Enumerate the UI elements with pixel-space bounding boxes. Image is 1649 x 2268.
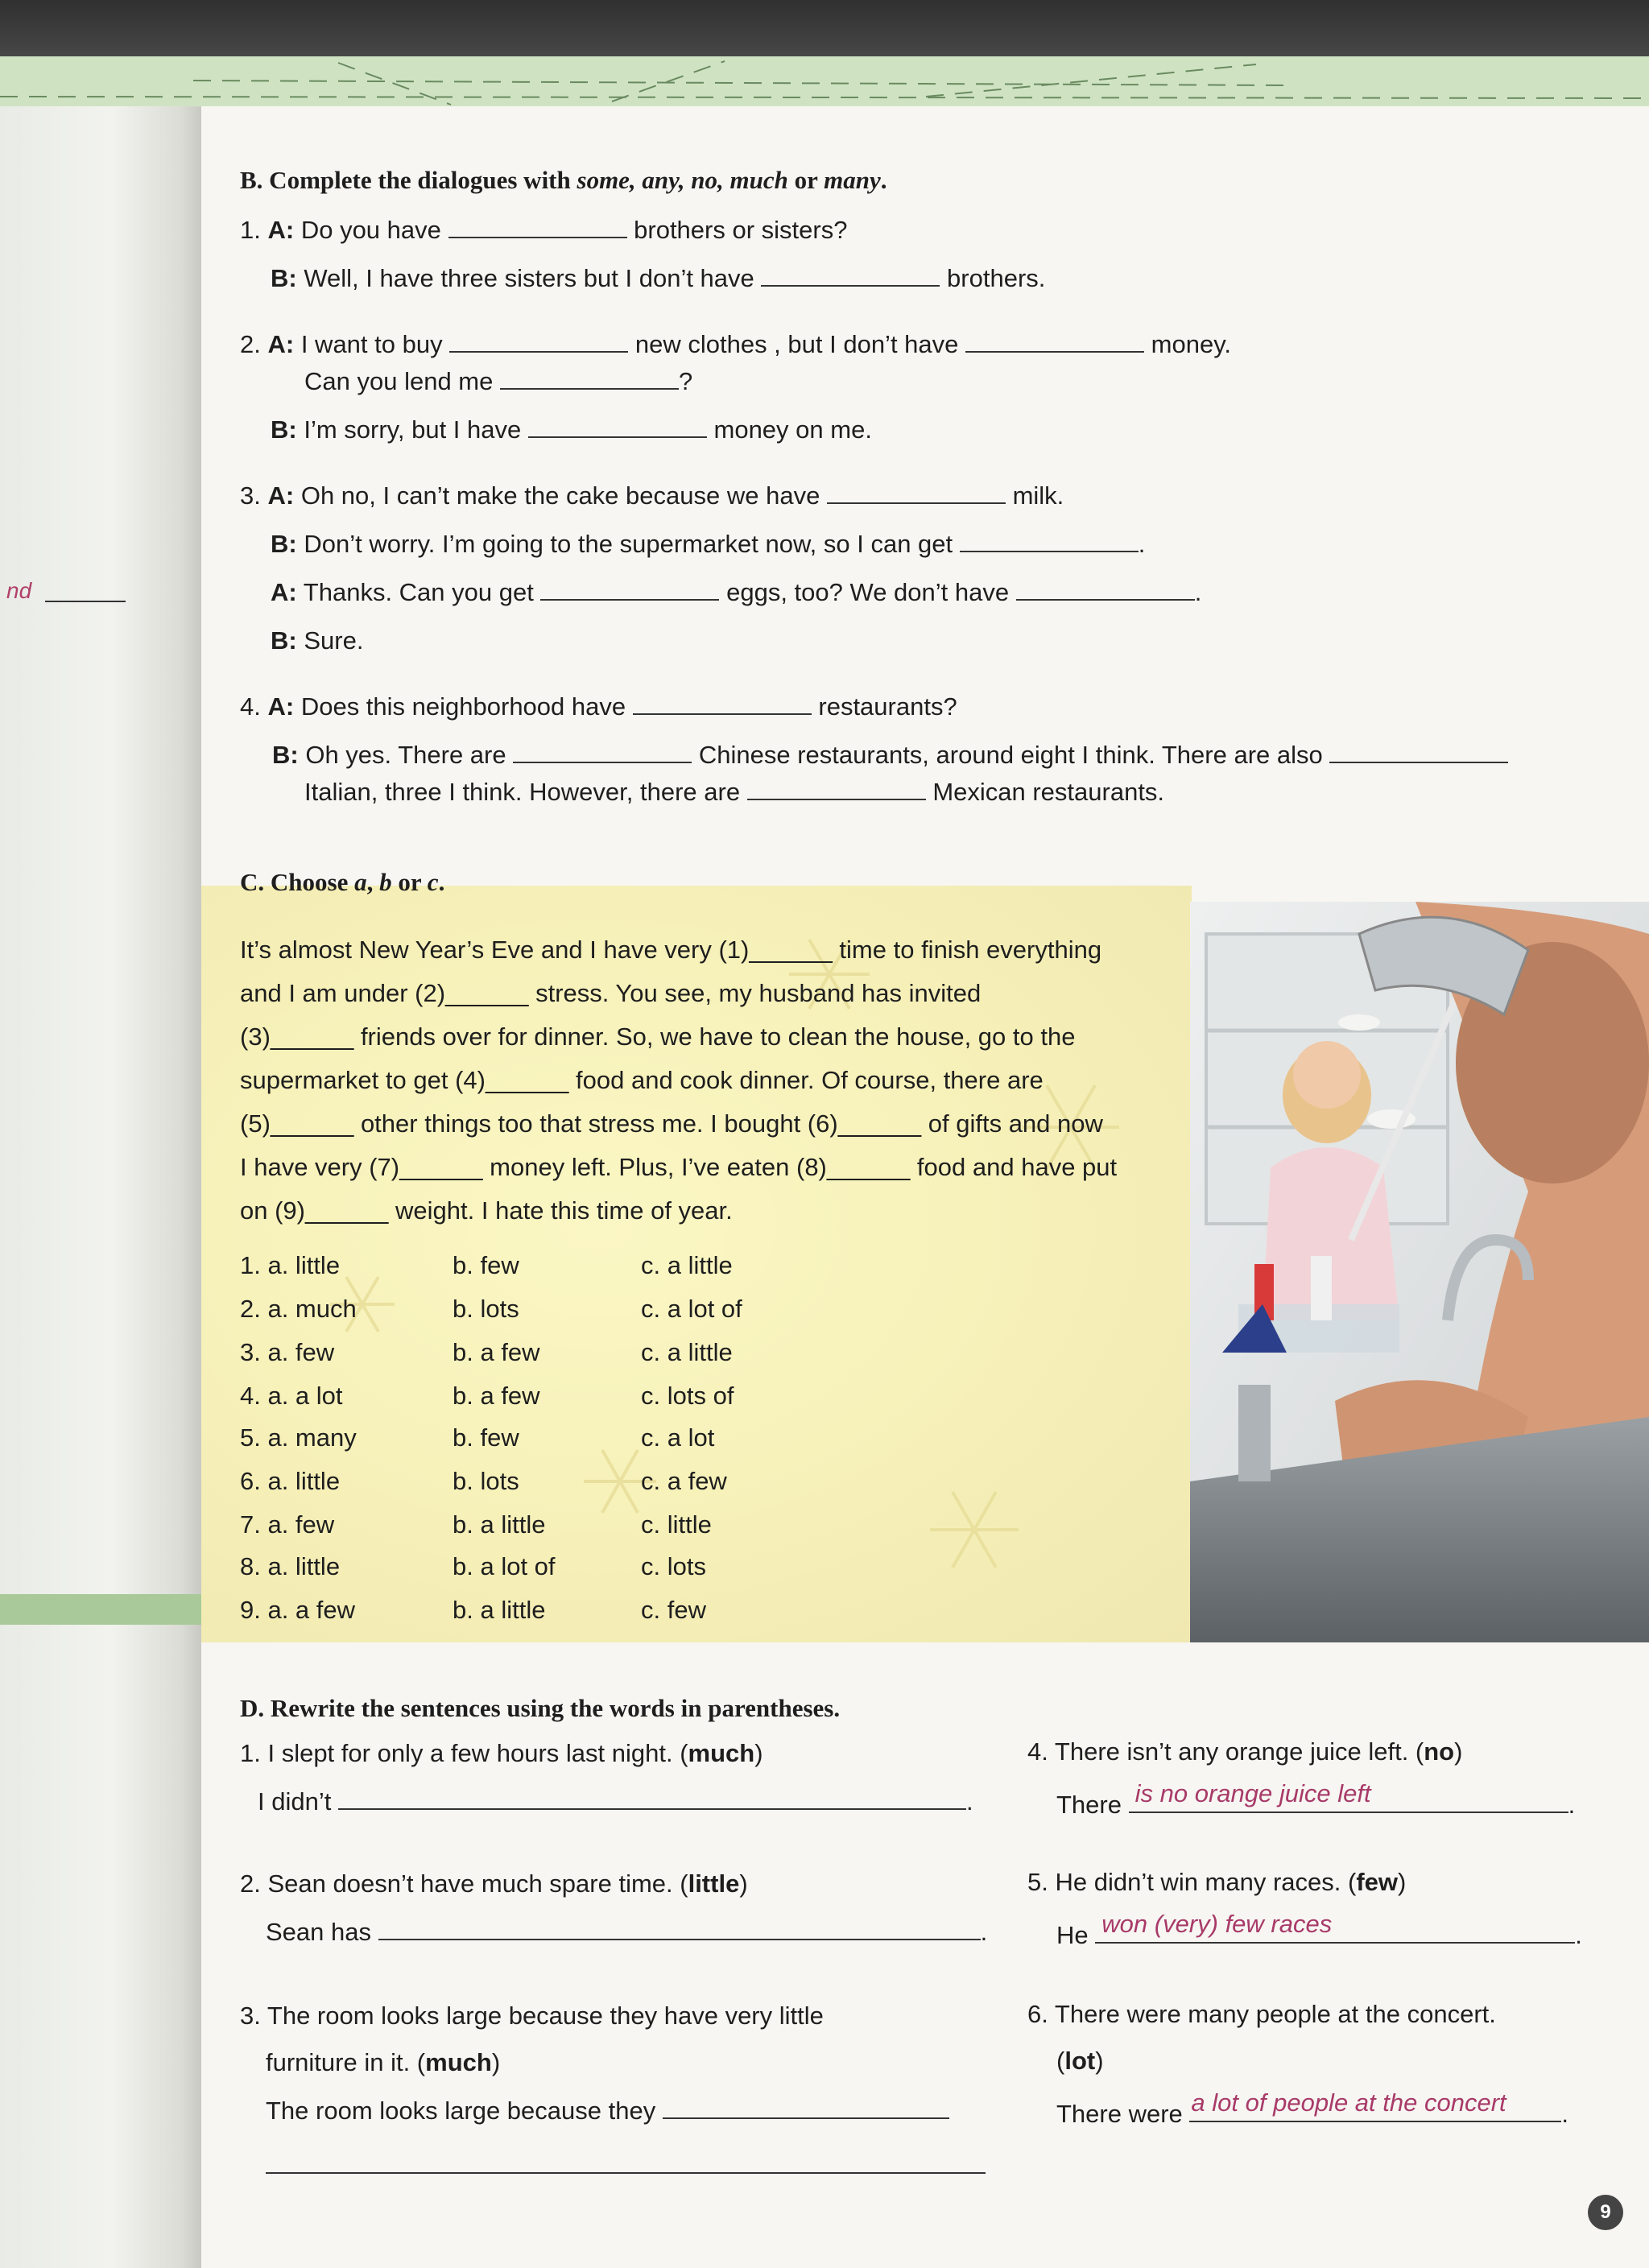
rewrite-3-prompt-line1: 3. The room looks large because they have very little bbox=[240, 2002, 824, 2030]
option-b[interactable]: b. few bbox=[453, 1251, 519, 1279]
gutter-handwriting: nd bbox=[6, 578, 32, 603]
option-a[interactable]: 9. a. a few bbox=[240, 1596, 356, 1624]
option-a[interactable]: 2. a. much bbox=[240, 1295, 357, 1323]
passage-line: supermarket to get (4)______ food and cook dinner. Of course, there are bbox=[240, 1066, 1044, 1094]
keyword: much bbox=[688, 1739, 755, 1767]
dash-pattern bbox=[0, 56, 1649, 106]
speaker-label: A: bbox=[267, 481, 295, 510]
gutter-green-band bbox=[0, 1594, 201, 1625]
answer-line[interactable] bbox=[1095, 1910, 1575, 1944]
line-text: I want to buy bbox=[300, 330, 443, 358]
answer-end: . bbox=[1575, 1921, 1582, 1949]
heading-a: a bbox=[354, 868, 367, 896]
keyword: few bbox=[1356, 1868, 1399, 1896]
answer-line[interactable] bbox=[338, 1786, 966, 1810]
line-text: brothers or sisters? bbox=[634, 216, 848, 244]
option-b[interactable]: b. a little bbox=[453, 1596, 546, 1624]
passage-line: (5)______ other things too that stress me. I bought (6)______ of gifts and now bbox=[240, 1109, 1103, 1138]
option-b[interactable]: b. a little bbox=[453, 1510, 546, 1539]
prompt-text: ) bbox=[491, 2048, 501, 2076]
option-b[interactable]: b. a few bbox=[453, 1382, 540, 1410]
passage-line: I have very (7)______ money left. Plus, I’ve eaten (8)______ food and have put bbox=[240, 1153, 1118, 1181]
gutter-line bbox=[45, 601, 126, 602]
page-gutter bbox=[0, 56, 201, 2268]
item-number: 1. bbox=[240, 216, 261, 244]
rewrite-3-answer-line2[interactable] bbox=[266, 2172, 986, 2174]
option-c[interactable]: c. a little bbox=[641, 1338, 733, 1366]
dialogue-3-line-b bbox=[271, 528, 1145, 560]
keyword: much bbox=[425, 2048, 492, 2076]
answer-end: . bbox=[980, 1918, 988, 1946]
heading-text: B. Complete the dialogues with bbox=[240, 166, 577, 194]
item-number: 4. bbox=[240, 692, 261, 721]
keyword: little bbox=[688, 1869, 740, 1898]
answer-blank[interactable] bbox=[449, 328, 628, 353]
speaker-label: B: bbox=[271, 415, 297, 444]
line-text: ? bbox=[679, 367, 693, 395]
speaker-label: B: bbox=[271, 264, 297, 292]
option-b[interactable]: b. a few bbox=[453, 1338, 540, 1366]
answer-blank[interactable] bbox=[1016, 576, 1195, 601]
passage-line: It’s almost New Year’s Eve and I have very (1)______ time to finish everything bbox=[240, 936, 1102, 964]
answer-blank[interactable] bbox=[761, 262, 940, 287]
answer-blank[interactable] bbox=[1329, 739, 1508, 763]
dialogue-3-line-a bbox=[240, 480, 1064, 512]
keyword: no bbox=[1424, 1737, 1455, 1766]
option-a[interactable]: 6. a. little bbox=[240, 1467, 341, 1495]
line-text: Don’t worry. I’m going to the supermarket now, so I can get bbox=[304, 530, 953, 558]
rewrite-4-prompt bbox=[1027, 1736, 1462, 1768]
prompt-text: ) bbox=[739, 1869, 748, 1898]
answer-line[interactable] bbox=[663, 2095, 949, 2119]
option-b[interactable]: b. lots bbox=[453, 1295, 519, 1323]
line-text: brothers. bbox=[947, 264, 1046, 292]
photo-illustration bbox=[1190, 902, 1649, 1642]
line-text: Thanks. Can you get bbox=[303, 578, 534, 606]
option-a[interactable]: 3. a. few bbox=[240, 1338, 335, 1366]
section-d-heading: D. Rewrite the sentences using the words in parentheses. bbox=[240, 1694, 841, 1722]
rewrite-5-prompt bbox=[1027, 1866, 1406, 1898]
heading-last-word: many bbox=[824, 166, 881, 194]
item-number: 3. bbox=[240, 481, 261, 510]
prompt-text: 1. I slept for only a few hours last night. ( bbox=[240, 1739, 688, 1767]
answer-end: . bbox=[965, 1787, 973, 1816]
dialogue-1-line-b bbox=[271, 262, 1045, 295]
prompt-text: furniture in it. ( bbox=[266, 2048, 426, 2076]
answer-blank[interactable] bbox=[965, 328, 1144, 353]
passage-line: and I am under (2)______ stress. You see, my husband has invited bbox=[240, 979, 982, 1007]
line-text: Do you have bbox=[300, 216, 441, 244]
option-a[interactable]: 5. a. many bbox=[240, 1423, 357, 1452]
answer-blank[interactable] bbox=[633, 691, 812, 715]
prompt-text: ( bbox=[1056, 2047, 1065, 2075]
rewrite-2-prompt bbox=[240, 1868, 748, 1900]
answer-start: There were bbox=[1056, 2100, 1183, 2128]
speaker-label: B: bbox=[271, 530, 297, 558]
answer-blank[interactable] bbox=[528, 414, 707, 438]
option-b[interactable]: b. a lot of bbox=[453, 1552, 556, 1580]
prompt-text: ) bbox=[754, 1739, 763, 1767]
passage-line: (3)______ friends over for dinner. So, we have to clean the house, go to the bbox=[240, 1022, 1076, 1051]
answer-blank[interactable] bbox=[960, 528, 1139, 552]
rewrite-5-answer bbox=[1056, 1910, 1582, 1952]
answer-line[interactable] bbox=[378, 1916, 981, 1940]
answer-start: The room looks large because they bbox=[266, 2097, 656, 2125]
line-text: eggs, too? We don’t have bbox=[726, 578, 1010, 606]
answer-start: He bbox=[1056, 1921, 1089, 1949]
rewrite-6-prompt-line2 bbox=[1056, 2045, 1104, 2077]
prompt-text: ) bbox=[1398, 1868, 1407, 1896]
option-a[interactable]: 8. a. little bbox=[240, 1552, 341, 1580]
prompt-text: ) bbox=[1095, 2047, 1104, 2075]
option-b[interactable]: b. few bbox=[453, 1423, 519, 1452]
option-c[interactable]: c. a lot of bbox=[641, 1295, 742, 1323]
answer-line[interactable] bbox=[1129, 1779, 1568, 1813]
scanner-background bbox=[0, 0, 1649, 64]
line-text: Oh no, I can’t make the cake because we have bbox=[300, 481, 820, 510]
handwritten-answer: won (very) few races bbox=[1101, 1910, 1333, 1938]
line-text: . bbox=[1138, 530, 1146, 558]
dialogue-2-line-a2 bbox=[304, 366, 692, 398]
dialogue-3-line-b3 bbox=[271, 625, 363, 657]
header-band bbox=[0, 56, 1649, 106]
line-text: restaurants? bbox=[818, 692, 957, 721]
speaker-label: A: bbox=[267, 692, 295, 721]
prompt-text: ) bbox=[1454, 1737, 1463, 1766]
rewrite-3-answer bbox=[266, 2095, 949, 2127]
option-a[interactable]: 7. a. few bbox=[240, 1510, 335, 1539]
line-text: milk. bbox=[1012, 481, 1064, 510]
option-c[interactable]: c. a little bbox=[641, 1251, 733, 1279]
keyword: lot bbox=[1064, 2047, 1096, 2075]
section-b-heading bbox=[240, 166, 886, 195]
option-a[interactable]: 4. a. a lot bbox=[240, 1382, 343, 1410]
option-b[interactable]: b. lots bbox=[453, 1467, 519, 1495]
option-c[interactable]: c. lots bbox=[641, 1552, 706, 1580]
rewrite-4-answer bbox=[1056, 1779, 1576, 1821]
line-text: Can you lend me bbox=[304, 367, 494, 395]
rewrite-6-answer bbox=[1056, 2088, 1569, 2130]
line-text: new clothes , but I don’t have bbox=[634, 330, 959, 358]
line-text: I’m sorry, but I have bbox=[304, 415, 522, 444]
heading-words: some, any, no, much bbox=[577, 166, 788, 194]
line-text: . bbox=[1194, 578, 1202, 606]
line-text: Chinese restaurants, around eight I think. There are also bbox=[698, 741, 1323, 769]
speaker-label: A: bbox=[267, 216, 295, 244]
passage-line: on (9)______ weight. I hate this time of year. bbox=[240, 1196, 733, 1225]
speaker-label: A: bbox=[271, 578, 297, 606]
heading-b: b bbox=[379, 868, 392, 896]
heading-text: C. Choose bbox=[240, 868, 355, 896]
answer-start: There bbox=[1056, 1791, 1122, 1819]
answer-start: I didn’t bbox=[258, 1787, 332, 1816]
rewrite-2-answer bbox=[266, 1916, 987, 1948]
line-text: Oh yes. There are bbox=[305, 741, 506, 769]
rewrite-1-prompt bbox=[240, 1737, 763, 1770]
line-text: Italian, three I think. However, there are bbox=[304, 778, 741, 806]
rewrite-1-answer bbox=[258, 1786, 973, 1818]
answer-end: . bbox=[1561, 2100, 1569, 2128]
option-a[interactable]: 1. a. little bbox=[240, 1251, 341, 1279]
section-c-heading bbox=[240, 868, 444, 897]
answer-line[interactable] bbox=[1189, 2088, 1561, 2122]
line-text: money. bbox=[1151, 330, 1232, 358]
line-text: Sure. bbox=[304, 626, 364, 655]
item-number: 2. bbox=[240, 330, 261, 358]
dialogue-2-line-b bbox=[271, 414, 872, 446]
page-number: 9 bbox=[1588, 2195, 1623, 2230]
answer-blank[interactable] bbox=[540, 576, 719, 601]
option-c[interactable]: c. lots of bbox=[641, 1382, 734, 1410]
rewrite-6-prompt-line1: 6. There were many people at the concert. bbox=[1027, 2000, 1496, 2028]
answer-start: Sean has bbox=[266, 1918, 371, 1946]
prompt-text: 2. Sean doesn’t have much spare time. ( bbox=[240, 1869, 688, 1898]
workbook-page bbox=[0, 56, 1649, 2268]
line-text: Does this neighborhood have bbox=[300, 692, 626, 721]
option-c[interactable]: c. a lot bbox=[641, 1423, 715, 1452]
answer-blank[interactable] bbox=[747, 776, 926, 800]
dialogue-4-line-a bbox=[240, 691, 957, 723]
prompt-text: 5. He didn’t win many races. ( bbox=[1027, 1868, 1357, 1896]
dialogue-1-line-a bbox=[240, 214, 847, 246]
line-text: Mexican restaurants. bbox=[932, 778, 1165, 806]
line-text: Well, I have three sisters but I don’t have bbox=[304, 264, 754, 292]
heading-or: or bbox=[787, 166, 824, 194]
heading-end: . bbox=[880, 166, 887, 194]
dialogue-4-line-b2 bbox=[304, 776, 1164, 808]
dialogue-4-line-b bbox=[272, 739, 1508, 771]
answer-blank[interactable] bbox=[827, 480, 1006, 504]
prompt-text: 4. There isn’t any orange juice left. ( bbox=[1027, 1737, 1424, 1766]
answer-blank[interactable] bbox=[513, 739, 692, 763]
heading-c: c bbox=[427, 868, 439, 896]
answer-blank[interactable] bbox=[500, 366, 679, 390]
line-text: money on me. bbox=[713, 415, 872, 444]
rewrite-3-prompt-line2 bbox=[266, 2047, 500, 2079]
kitchen-photo bbox=[1190, 902, 1649, 1642]
speaker-label: B: bbox=[272, 741, 299, 769]
speaker-label: A: bbox=[267, 330, 295, 358]
option-c[interactable]: c. few bbox=[641, 1596, 706, 1624]
heading-sep: , bbox=[366, 868, 380, 896]
option-c[interactable]: c. little bbox=[641, 1510, 712, 1539]
heading-end: . bbox=[438, 868, 445, 896]
heading-or: or bbox=[391, 868, 428, 896]
handwritten-answer: a lot of people at the concert bbox=[1191, 2088, 1506, 2117]
option-c[interactable]: c. a few bbox=[641, 1467, 727, 1495]
dialogue-3-line-a3 bbox=[271, 576, 1201, 609]
answer-blank[interactable] bbox=[448, 214, 627, 238]
dialogue-2-line-a bbox=[240, 328, 1231, 361]
answer-end: . bbox=[1568, 1791, 1576, 1819]
handwritten-answer: is no orange juice left bbox=[1134, 1779, 1371, 1807]
speaker-label: B: bbox=[271, 626, 297, 655]
